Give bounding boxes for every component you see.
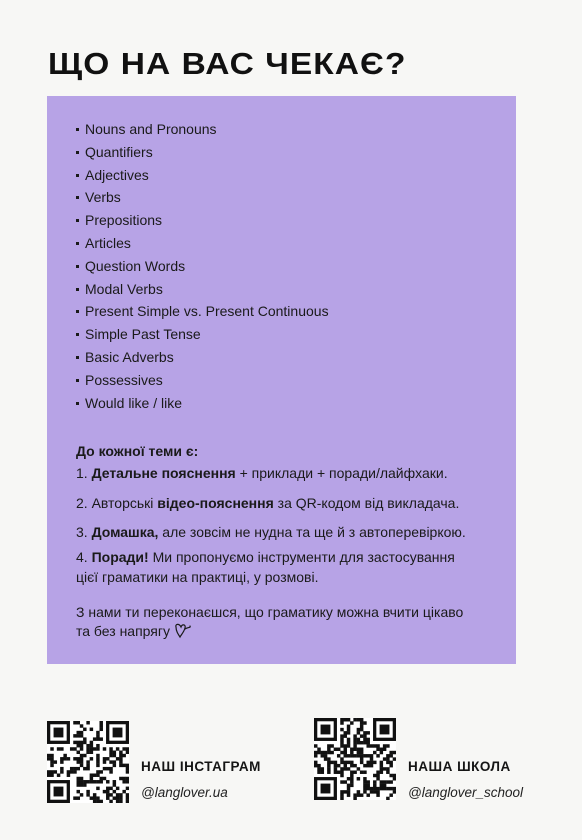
instagram-handle[interactable]: @langlover.ua	[141, 785, 228, 800]
instagram-label: НАШ ІНСТАГРАМ	[141, 759, 261, 774]
list-item: Nouns and Pronouns	[76, 118, 492, 141]
closing-line-1: З нами ти переконаєшся, що граматику можна вчити цікаво	[76, 604, 464, 621]
instagram-qr-code[interactable]	[47, 721, 129, 803]
feature-item-1: 1. Детальне пояснення + приклади + поради/лайфхаки.	[76, 465, 448, 482]
closing-text	[76, 603, 492, 641]
list-item: Simple Past Tense	[76, 323, 492, 346]
list-item: Quantifiers	[76, 141, 492, 164]
school-label: НАША ШКОЛА	[408, 759, 511, 774]
topic-list	[76, 118, 492, 414]
list-item: Modal Verbs	[76, 278, 492, 301]
list-item: Adjectives	[76, 164, 492, 187]
content-card	[47, 96, 516, 664]
list-item: Possessives	[76, 369, 492, 392]
feature-item-4: 4. Поради! Ми пропонуємо інструменти для застосування	[76, 549, 455, 566]
list-item: Verbs	[76, 186, 492, 209]
school-qr-code[interactable]	[314, 718, 396, 800]
page-title: ЩО НА ВАС ЧЕКАЄ?	[48, 46, 407, 81]
list-item: Present Simple vs. Present Continuous	[76, 300, 492, 323]
features-heading: До кожної теми є:	[76, 443, 199, 460]
list-item: Basic Adverbs	[76, 346, 492, 369]
qr-code-icon	[47, 721, 129, 803]
list-item: Would like / like	[76, 392, 492, 415]
feature-item-3: 3. Домашка, але зовсім не нудна та ще й з автоперевіркою.	[76, 524, 466, 541]
heart-icon	[173, 623, 193, 639]
list-item: Question Words	[76, 255, 492, 278]
list-item: Articles	[76, 232, 492, 255]
feature-item-2: 2. Авторські відео-пояснення за QR-кодом від викладача.	[76, 495, 460, 512]
feature-item-4-cont: цієї граматики на практиці, у розмові.	[76, 569, 319, 586]
list-item: Prepositions	[76, 209, 492, 232]
qr-code-icon	[314, 718, 396, 800]
closing-line-2: та без напрягу	[76, 622, 492, 641]
school-handle[interactable]: @langlover_school	[408, 785, 524, 800]
